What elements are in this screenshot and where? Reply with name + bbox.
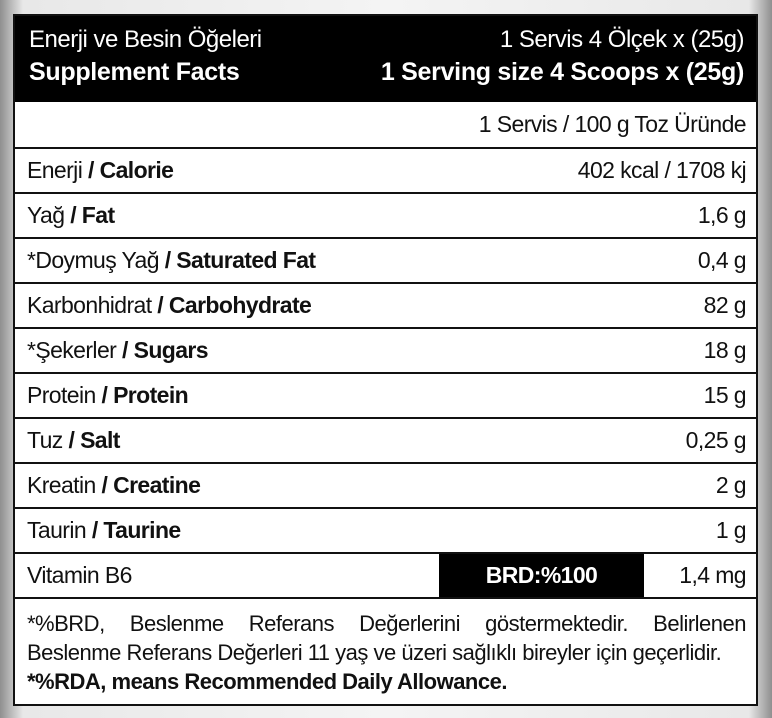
nutrient-value: 82 g	[703, 292, 746, 318]
column-header-row	[15, 102, 756, 147]
nutrient-name-tr: Tuz	[27, 427, 63, 453]
nutrient-name-en: Protein	[113, 382, 189, 408]
nutrient-name-en: Saturated Fat	[176, 247, 316, 273]
nutrient-name	[27, 382, 188, 409]
name-separator: /	[62, 427, 81, 453]
footnote	[15, 597, 756, 696]
nutrient-name: Vitamin B6	[27, 562, 132, 588]
nutrient-name-en: Salt	[80, 427, 120, 453]
name-separator: /	[116, 337, 134, 363]
title-en: Supplement Facts	[29, 58, 240, 86]
nutrition-header	[15, 16, 756, 102]
nutrient-name	[27, 292, 311, 319]
name-separator: /	[95, 382, 114, 408]
nutrient-name-tr: Kreatin	[27, 472, 96, 498]
column-header: 1 Servis / 100 g Toz Üründe	[478, 111, 746, 137]
nutrient-value: 1,4 mg	[679, 562, 746, 588]
serving-tr: 1 Servis 4 Ölçek x (25g)	[499, 26, 744, 53]
nutrient-name-tr: Yağ	[27, 202, 65, 228]
footnote-en: *%RDA, means Recommended Daily Allowance.	[27, 669, 507, 694]
name-separator: /	[151, 292, 169, 318]
nutrient-name-tr: *Şekerler	[27, 337, 117, 363]
nutrient-name-tr: Protein	[27, 382, 96, 408]
name-separator: /	[158, 247, 177, 273]
nutrient-value: 0,25 g	[685, 427, 746, 453]
nutrient-row	[15, 327, 756, 372]
nutrient-row-vitamin-b6	[15, 552, 756, 597]
nutrient-name-en: Carbohydrate	[168, 292, 312, 318]
name-separator: /	[82, 157, 100, 183]
nutrient-value: 1,6 g	[697, 202, 746, 228]
nutrient-name-en: Taurine	[103, 517, 181, 543]
nutrient-name	[27, 157, 173, 184]
brd-badge: BRD:%100	[439, 554, 644, 597]
nutrient-name	[27, 427, 120, 454]
nutrient-row	[15, 282, 756, 327]
nutrient-name-tr: Taurin	[27, 517, 87, 543]
nutrient-name-en: Fat	[81, 202, 115, 228]
nutrient-name-tr: Enerji	[27, 157, 83, 183]
nutrient-value: 402 kcal / 1708 kj	[577, 157, 746, 183]
nutrient-row	[15, 417, 756, 462]
nutrient-name-en: Sugars	[133, 337, 208, 363]
name-separator: /	[86, 517, 104, 543]
title-tr: Enerji ve Besin Öğeleri	[29, 26, 262, 53]
nutrient-row	[15, 237, 756, 282]
nutrient-value: 2 g	[715, 472, 746, 498]
nutrient-row	[15, 372, 756, 417]
nutrient-name	[27, 472, 200, 499]
nutrient-name	[27, 517, 181, 544]
nutrient-name	[27, 337, 208, 364]
nutrient-row	[15, 147, 756, 192]
nutrient-name-en: Calorie	[99, 157, 174, 183]
nutrient-name-en: Creatine	[113, 472, 201, 498]
nutrient-value: 15 g	[703, 382, 746, 408]
nutrient-rows	[15, 147, 756, 552]
nutrient-value: 18 g	[703, 337, 746, 363]
nutrient-name	[27, 247, 315, 274]
nutrient-row	[15, 507, 756, 552]
nutrient-value: 1 g	[715, 517, 746, 543]
nutrient-row	[15, 192, 756, 237]
nutrient-name-tr: *Doymuş Yağ	[27, 247, 159, 273]
nutrient-name-tr: Karbonhidrat	[27, 292, 152, 318]
nutrition-facts-panel	[13, 14, 758, 706]
serving-en: 1 Serving size 4 Scoops x (25g)	[380, 58, 744, 86]
footnote-tr: *%BRD, Beslenme Referans Değerlerini göstermektedir. Belirlenen Beslenme Referans Değerleri 11 yaş ve üzeri sağlıklı bireyler için geçerlidir.	[27, 611, 746, 665]
nutrient-value: 0,4 g	[697, 247, 746, 273]
name-separator: /	[64, 202, 82, 228]
nutrient-row	[15, 462, 756, 507]
nutrient-name	[27, 202, 115, 229]
name-separator: /	[95, 472, 114, 498]
